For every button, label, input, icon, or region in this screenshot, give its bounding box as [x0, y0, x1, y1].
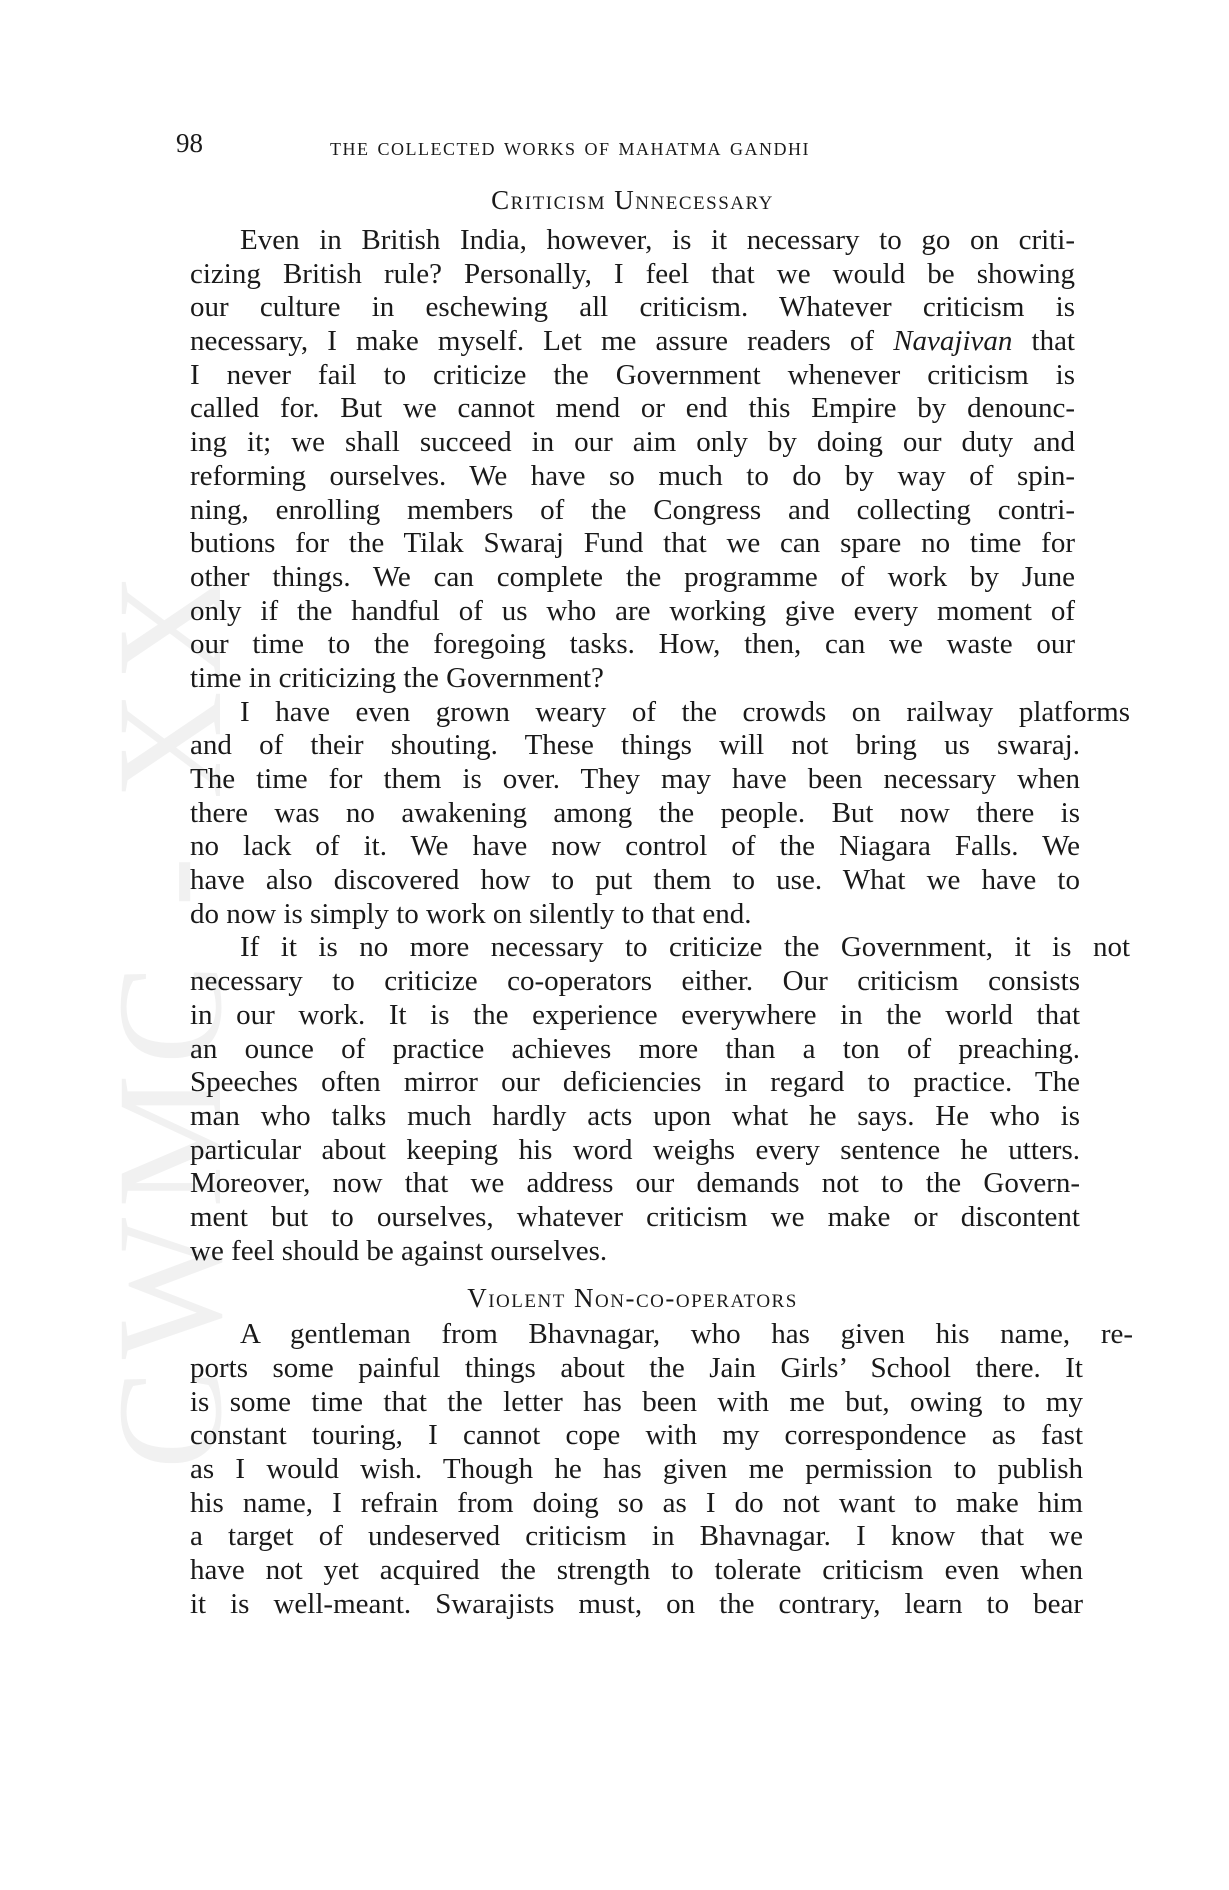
section-body	[190, 224, 1130, 1268]
text-line: in our work. It is the experience everywhere in the world that	[190, 998, 1080, 1031]
text-line: only if the handful of us who are working give every moment of	[190, 594, 1075, 627]
text-line: The time for them is over. They may have been necessary when	[190, 763, 1080, 795]
italic-title: Navajivan	[893, 325, 1013, 358]
text-line: his name, I refrain from doing so as I do not want to make him	[190, 1486, 1083, 1519]
text-line: a target of undeserved criticism in Bhavnagar. I know that we	[190, 1520, 1083, 1553]
text-line: Moreover, now that we address our demands not to the Govern-	[190, 1167, 1080, 1200]
text-line: we feel should be against ourselves.	[190, 1234, 608, 1267]
text-line: have not yet acquired the strength to tolerate criticism even when	[190, 1554, 1083, 1587]
text-line: ports some painful things about the Jain Girls’ School there. It	[190, 1352, 1083, 1384]
text-line: If it is no more necessary to criticize the Government, it is not	[240, 931, 1130, 964]
text-line: reforming ourselves. We have so much to do by way of spin-	[190, 459, 1075, 492]
paragraph	[190, 695, 1130, 932]
section-body	[190, 1318, 1133, 1621]
text-line: is some time that the letter has been with me but, owing to my	[190, 1385, 1083, 1418]
text-line: I have even grown weary of the crowds on railway platforms	[240, 695, 1130, 728]
text-line: other things. We can complete the programme of work by June	[190, 560, 1075, 593]
text-line: constant touring, I cannot cope with my correspondence as fast	[190, 1419, 1083, 1452]
text-line: an ounce of practice achieves more than a ton of preaching.	[190, 1032, 1080, 1065]
text-line: our culture in eschewing all criticism. Whatever criticism is	[190, 291, 1075, 324]
text-line: butions for the Tilak Swaraj Fund that we can spare no time for	[190, 527, 1075, 560]
text-line: called for. But we cannot mend or end this Empire by denounc-	[190, 392, 1075, 425]
text-line: time in criticizing the Government?	[190, 661, 604, 694]
section-title: Criticism Unnecessary	[491, 185, 774, 215]
paragraph	[190, 931, 1130, 1268]
text-line: and of their shouting. These things will not bring us swaraj.	[190, 729, 1080, 762]
paragraph	[190, 1318, 1133, 1621]
text-line: ment but to ourselves, whatever criticism we make or discontent	[190, 1200, 1080, 1233]
text-line: particular about keeping his word weighs every sentence he utters.	[190, 1133, 1080, 1166]
text-line: do now is simply to work on silently to that end.	[190, 897, 752, 930]
text-line: no lack of it. We have now control of the Niagara Falls. We	[190, 830, 1080, 863]
text-line: ing it; we shall succeed in our aim only by doing our duty and	[190, 426, 1075, 459]
text-line: necessary, I make myself. Let me assure readers of Navajivan that	[190, 325, 1075, 358]
watermark: CWMC - XX	[87, 562, 253, 1470]
text-line: have also discovered how to put them to use. What we have to	[190, 864, 1080, 897]
text-line: I never fail to criticize the Government whenever criticism is	[190, 358, 1075, 391]
text-line: our time to the foregoing tasks. How, then, can we waste our	[190, 628, 1075, 661]
text-line: Even in British India, however, is it necessary to go on criti-	[240, 224, 1075, 256]
text-line: cizing British rule? Personally, I feel that we would be showing	[190, 257, 1075, 290]
text-line: A gentleman from Bhavnagar, who has given his name, re-	[240, 1318, 1133, 1351]
text-line: there was no awakening among the people. But now there is	[190, 796, 1080, 829]
page-number: 98	[176, 128, 203, 158]
text-line: necessary to criticize co-operators either. Our criticism consists	[190, 965, 1080, 998]
running-head	[176, 128, 1075, 168]
text-line: it is well-meant. Swarajists must, on the contrary, learn to bear	[190, 1587, 1083, 1620]
paragraph	[190, 224, 1075, 696]
text-line: ning, enrolling members of the Congress and collecting contri-	[190, 493, 1075, 526]
running-title: the collected works of mahatma gandhi	[330, 132, 810, 161]
section-title: Violent Non-co-operators	[467, 1283, 798, 1314]
text-line: man who talks much hardly acts upon what he says. He who is	[190, 1099, 1080, 1132]
page	[176, 128, 1133, 1622]
text-line: Speeches often mirror our deficiencies in regard to practice. The	[190, 1066, 1080, 1099]
text-line: as I would wish. Though he has given me permission to publish	[190, 1453, 1083, 1486]
